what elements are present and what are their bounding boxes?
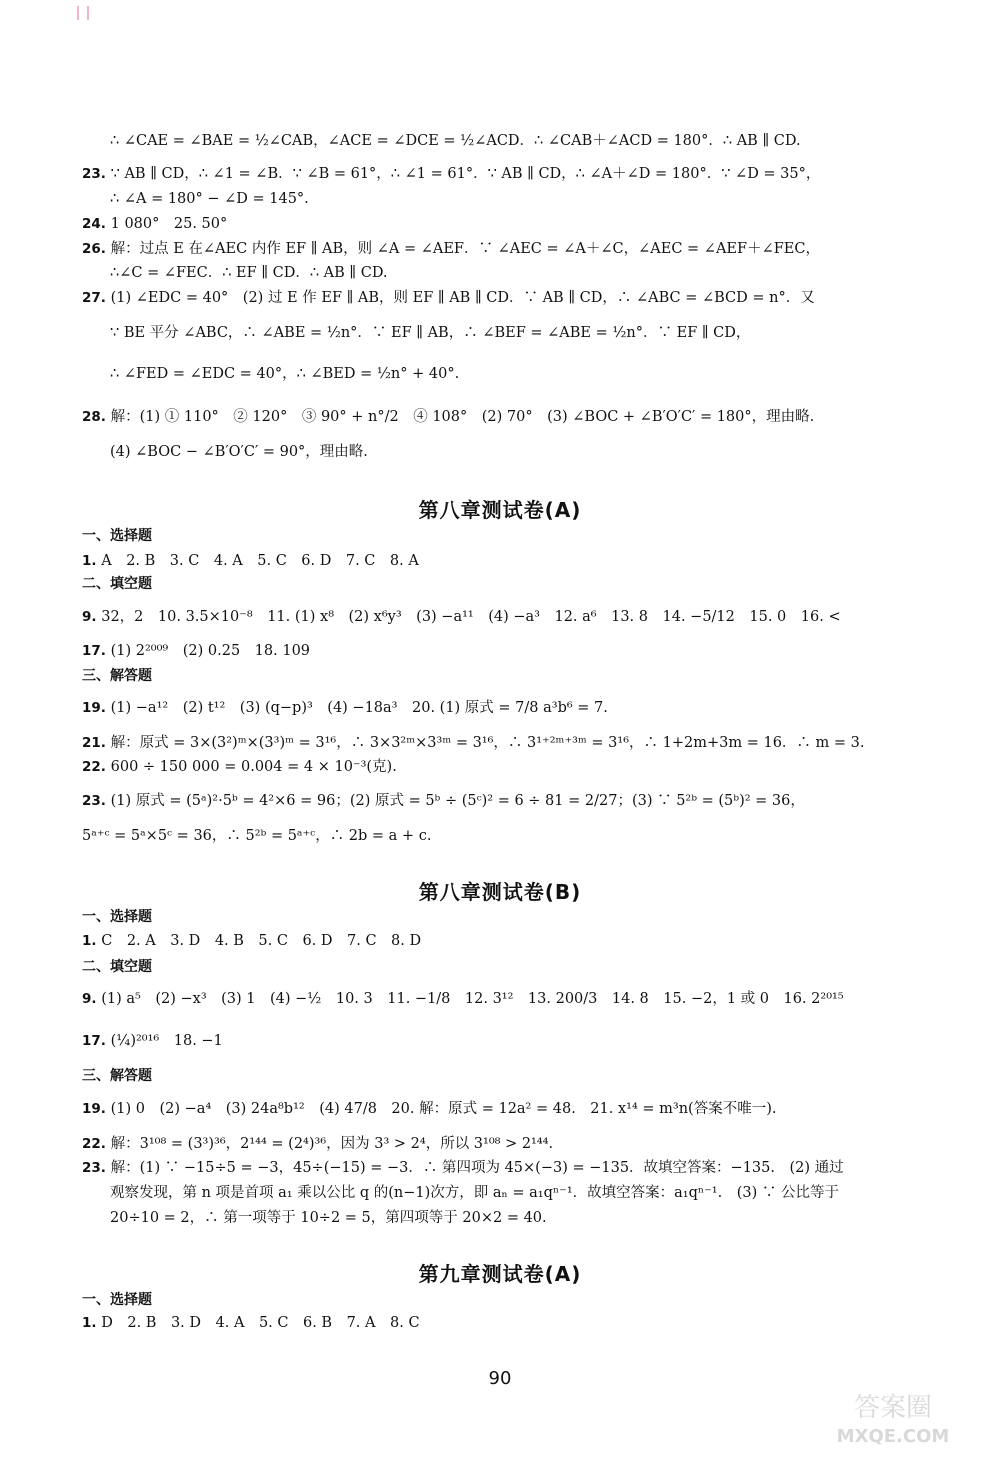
question-number: 22. (82, 1136, 111, 1152)
answer-line (82, 732, 930, 754)
answer-text: (1) 原式 = (5ᵃ)²·5ᵇ = 4²×6 = 96；(2) 原式 = 5ᵇ ÷ (5ᶜ)² = 6 ÷ 81 = 2/27；(3) ∵ 5²ᵇ = (5ᵇ)² = 36， (110, 793, 805, 809)
answer-text: 解：原式 = 3×(3²)ᵐ×(3³)ᵐ = 3¹⁶，∴ 3×3²ᵐ×3³ᵐ = 3¹⁶，∴ 3¹⁺²ᵐ⁺³ᵐ = 3¹⁶，∴ 1+2m+3m = 16．∴ m = 3. (110, 735, 865, 751)
answer-text: (1) −a¹² (2) t¹² (3) (q−p)³ (4) −18a³ 20. (1) 原式 = 7/8 a³b⁶ = 7. (110, 700, 608, 716)
answer-line (82, 790, 930, 812)
answer-text: (1) a⁵ (2) −x³ (3) 1 (4) −½ 10. 3 11. −1/8 12. 3¹² 13. 200/3 14. 8 15. −2，1 或 0 16. 2²⁰¹⁵ (101, 991, 844, 1007)
question-number: 9. (82, 609, 102, 625)
answer-text: A 2. B 3. C 4. A 5. C 6. D 7. C 8. A (101, 553, 419, 569)
answer-line (110, 1207, 930, 1229)
answer-text: (¼)²⁰¹⁶ 18. −1 (110, 1033, 223, 1049)
answer-text: (1) 2²⁰⁰⁹ (2) 0.25 18. 109 (110, 643, 311, 659)
section-subheading: 三、解答题 (82, 1068, 152, 1084)
section-subheading: 三、解答题 (82, 668, 152, 684)
question-number: 17. (82, 643, 111, 659)
question-number: 24. (82, 216, 111, 232)
answer-text: ∴ ∠A = 180° − ∠D = 145°. (110, 191, 309, 207)
answer-line (82, 930, 930, 952)
answer-line (110, 188, 930, 210)
answer-line (82, 640, 930, 662)
section-subheading: 一、选择题 (82, 528, 152, 544)
question-number: 9. (82, 991, 102, 1007)
page-number: 90 (488, 1368, 512, 1389)
corner-mark-icon (74, 6, 98, 20)
answer-text: 解：3¹⁰⁸ = (3³)³⁶，2¹⁴⁴ = (2⁴)³⁶，因为 3³ > 2⁴，所以 3¹⁰⁸ > 2¹⁴⁴. (110, 1136, 554, 1152)
question-number: 23. (82, 1160, 111, 1176)
answer-text: ∵ AB ∥ CD，∴ ∠1 = ∠B．∵ ∠B = 61°，∴ ∠1 = 61°．∵ AB ∥ CD，∴ ∠A＋∠D = 180°．∵ ∠D = 35°， (110, 166, 821, 182)
question-number: 1. (82, 553, 102, 569)
answer-text: ∴∠C = ∠FEC．∴ EF ∥ CD．∴ AB ∥ CD. (110, 265, 388, 281)
answer-text: ∴ ∠FED = ∠EDC = 40°，∴ ∠BED = ½n° + 40°. (110, 366, 460, 382)
answer-line (110, 130, 930, 152)
question-number: 28. (82, 409, 111, 425)
question-number: 22. (82, 759, 111, 775)
answer-line (82, 1157, 930, 1179)
answer-line (82, 213, 930, 235)
question-number: 27. (82, 290, 111, 306)
chapter-test-heading: 第八章测试卷(B) (418, 880, 582, 904)
answer-line (82, 1133, 930, 1155)
section-subheading: 二、填空题 (82, 959, 152, 975)
answer-line (82, 697, 930, 719)
question-number: 23. (82, 793, 111, 809)
answer-line (110, 441, 930, 463)
answer-line (82, 1312, 930, 1334)
question-number: 1. (82, 1315, 102, 1331)
answer-text: 20÷10 = 2，∴ 第一项等于 10÷2 = 5，第四项等于 20×2 = 40. (110, 1210, 547, 1226)
question-number: 21. (82, 735, 111, 751)
question-number: 19. (82, 1101, 111, 1117)
answer-line (82, 756, 930, 778)
answer-line (82, 1098, 930, 1120)
answer-text: 5ᵃ⁺ᶜ = 5ᵃ×5ᶜ = 36，∴ 5²ᵇ = 5ᵃ⁺ᶜ，∴ 2b = a + c. (82, 828, 432, 844)
answer-text: 32，2 10. 3.5×10⁻⁸ 11. (1) x⁸ (2) x⁶y³ (3) −a¹¹ (4) −a³ 12. a⁶ 13. 8 14. −5/12 15. 0 16. < (101, 609, 841, 625)
answer-line (110, 1182, 930, 1204)
question-number: 26. (82, 241, 111, 257)
answer-line (82, 825, 930, 847)
answer-line (82, 988, 930, 1010)
answer-text: 1 080° 25. 50° (110, 216, 228, 232)
answer-line (82, 606, 930, 628)
section-subheading: 一、选择题 (82, 909, 152, 925)
answer-text: 解：过点 E 在∠AEC 内作 EF ∥ AB，则 ∠A = ∠AEF．∵ ∠AEC = ∠A＋∠C，∠AEC = ∠AEF＋∠FEC， (110, 241, 820, 257)
section-subheading: 一、选择题 (82, 1292, 152, 1308)
answer-text: (4) ∠BOC − ∠B′O′C′ = 90°，理由略. (110, 444, 368, 460)
answer-text: (1) 0 (2) −a⁴ (3) 24a⁸b¹² (4) 47/8 20. 解：原式 = 12a² = 48. 21. x¹⁴ = m³n(答案不唯一). (110, 1101, 777, 1117)
answer-text: C 2. A 3. D 4. B 5. C 6. D 7. C 8. D (101, 933, 422, 949)
answer-text: (1) ∠EDC = 40° (2) 过 E 作 EF ∥ AB，则 EF ∥ AB ∥ CD．∵ AB ∥ CD，∴ ∠ABC = ∠BCD = n°．又 (110, 290, 815, 306)
question-number: 17. (82, 1033, 111, 1049)
answer-text: 600 ÷ 150 000 = 0.004 = 4 × 10⁻³(克). (110, 759, 397, 775)
question-number: 19. (82, 700, 111, 716)
question-number: 23. (82, 166, 111, 182)
section-subheading: 二、填空题 (82, 576, 152, 592)
watermark-logo (798, 1390, 988, 1448)
answer-line (82, 1030, 930, 1052)
answer-text: 观察发现，第 n 项是首项 a₁ 乘以公比 q 的(n−1)次方，即 aₙ = a₁qⁿ⁻¹．故填空答案：a₁qⁿ⁻¹. (3) ∵ 公比等于 (110, 1185, 839, 1201)
answer-text: ∴ ∠CAE = ∠BAE = ½∠CAB，∠ACE = ∠DCE = ½∠ACD．∴ ∠CAB＋∠ACD = 180°．∴ AB ∥ CD. (110, 133, 801, 149)
chapter-test-heading: 第九章测试卷(A) (418, 1262, 582, 1286)
answer-text: 解：(1) ① 110° ② 120° ③ 90° + n°/2 ④ 108° (2) 70° (3) ∠BOC + ∠B′O′C′ = 180°，理由略. (110, 409, 815, 425)
answer-line (110, 363, 930, 385)
svg-text:MXQE.COM: MXQE.COM (836, 1426, 950, 1447)
answer-text: ∵ BE 平分 ∠ABC，∴ ∠ABE = ½n°．∵ EF ∥ AB，∴ ∠BEF = ∠ABE = ½n°．∵ EF ∥ CD， (110, 325, 751, 341)
answer-text: 解：(1) ∵ −15÷5 = −3，45÷(−15) = −3．∴ 第四项为 45×(−3) = −135．故填空答案：−135. (2) 通过 (110, 1160, 844, 1176)
answer-line (82, 163, 930, 185)
answer-text: D 2. B 3. D 4. A 5. C 6. B 7. A 8. C (101, 1315, 420, 1331)
answer-line (82, 238, 930, 260)
chapter-test-heading: 第八章测试卷(A) (418, 498, 582, 522)
answer-line (110, 322, 930, 344)
question-number: 1. (82, 933, 102, 949)
svg-text:答案圈: 答案圈 (853, 1393, 933, 1423)
answer-line (82, 287, 930, 309)
answer-line (82, 406, 930, 428)
answer-line (82, 550, 930, 572)
answer-line (110, 262, 930, 284)
